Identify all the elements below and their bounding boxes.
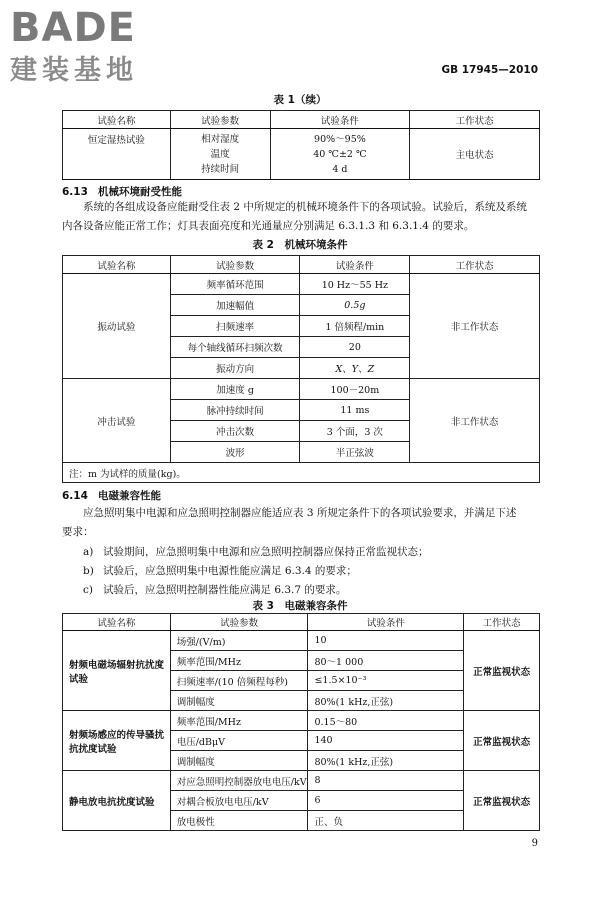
param-cell: 频率循环范围 bbox=[170, 274, 300, 295]
param-cell: 加速度 g bbox=[170, 379, 300, 400]
param-cell: 振动方向 bbox=[170, 358, 300, 379]
condition-cell: 正、负 bbox=[308, 811, 464, 831]
test-name: 射频电磁场辐射抗扰度试验 bbox=[63, 631, 171, 711]
list-item: a) 试验期间，应急照明集中电源和应急照明控制器应保持正常监视状态； bbox=[83, 546, 429, 558]
state-cell: 正常监视状态 bbox=[464, 771, 540, 831]
param-cell: 扫频速率/(10 倍频程每秒) bbox=[170, 671, 308, 691]
condition-cell: 80～1 000 bbox=[308, 651, 464, 671]
paragraph: 应急照明集中电源和应急照明控制器应能适应表 3 所规定条件下的各项试验要求，并满足下述 bbox=[83, 507, 517, 519]
param-cell: 放电极性 bbox=[170, 811, 308, 831]
condition-cell: 90%～95% 40 ℃±2 ℃ 4 d bbox=[270, 129, 410, 180]
col-header: 试验参数 bbox=[170, 256, 300, 274]
condition-cell: 6 bbox=[308, 791, 464, 811]
param-cell: 相对湿度 温度 持续时间 bbox=[170, 129, 270, 180]
condition-cell: 0.15～80 bbox=[308, 711, 464, 731]
param-cell: 调制幅度 bbox=[170, 751, 308, 771]
col-header: 试验条件 bbox=[300, 256, 410, 274]
test-name: 振动试验 bbox=[63, 274, 171, 379]
col-header: 试验参数 bbox=[170, 111, 270, 129]
logo-subtitle: 建装基地 bbox=[10, 55, 138, 86]
condition-cell: ≤1.5×10⁻³ bbox=[308, 671, 464, 691]
col-header: 试验参数 bbox=[170, 614, 308, 631]
condition-cell: 80%(1 kHz,正弦) bbox=[308, 691, 464, 711]
param-cell: 频率范围/MHz bbox=[170, 711, 308, 731]
col-header: 试验名称 bbox=[63, 111, 171, 129]
condition-cell: 80%(1 kHz,正弦) bbox=[308, 751, 464, 771]
section-heading: 6.14 电磁兼容性能 bbox=[62, 490, 161, 502]
table1 bbox=[62, 110, 540, 180]
state-cell: 正常监视状态 bbox=[464, 711, 540, 771]
test-name: 静电放电抗扰度试验 bbox=[63, 771, 171, 831]
test-name: 射频场感应的传导骚扰抗扰度试验 bbox=[63, 711, 171, 771]
state-cell: 非工作状态 bbox=[410, 379, 540, 463]
condition-cell: X、Y、Z bbox=[300, 358, 410, 379]
table1-caption: 表 1（续） bbox=[273, 94, 327, 106]
logo-brand: BADE bbox=[10, 5, 136, 51]
param-cell: 调制幅度 bbox=[170, 691, 308, 711]
condition-cell: 1 倍频程/min bbox=[300, 316, 410, 337]
table3 bbox=[62, 613, 540, 831]
paragraph: 内各设备应能正常工作；灯具表面亮度和光通量应分别满足 6.3.1.3 和 6.3.1.4 的要求。 bbox=[62, 220, 475, 232]
param-cell: 频率范围/MHz bbox=[170, 651, 308, 671]
param-cell: 对耦合板放电电压/kV bbox=[170, 791, 308, 811]
param-cell: 电压/dBμV bbox=[170, 731, 308, 751]
table2 bbox=[62, 255, 540, 483]
condition-cell: 8 bbox=[308, 771, 464, 791]
table-note: 注：m 为试样的质量(kg)。 bbox=[63, 463, 540, 483]
condition-cell: 100－20m bbox=[300, 379, 410, 400]
col-header: 工作状态 bbox=[410, 111, 540, 129]
param-cell: 每个轴线循环扫频次数 bbox=[170, 337, 300, 358]
paragraph: 系统的各组成设备应能耐受住表 2 中所规定的机械环境条件下的各项试验。试验后，系统及系统 bbox=[83, 201, 527, 213]
param-cell: 波形 bbox=[170, 442, 300, 463]
param-cell: 扫频速率 bbox=[170, 316, 300, 337]
table3-caption: 表 3 电磁兼容条件 bbox=[252, 600, 348, 612]
list-item: c) 试验后，应急照明控制器性能应满足 6.3.7 的要求。 bbox=[83, 584, 347, 596]
condition-cell: 11 ms bbox=[300, 400, 410, 421]
param-cell: 脉冲持续时间 bbox=[170, 400, 300, 421]
condition-cell: 0.5g bbox=[300, 295, 410, 316]
state-cell: 主电状态 bbox=[410, 129, 540, 180]
col-header: 试验名称 bbox=[63, 256, 171, 274]
param-cell: 场强/(V/m) bbox=[170, 631, 308, 651]
condition-cell: 10 bbox=[308, 631, 464, 651]
condition-cell: 3 个面，3 次 bbox=[300, 421, 410, 442]
param-cell: 冲击次数 bbox=[170, 421, 300, 442]
param-cell: 加速幅值 bbox=[170, 295, 300, 316]
page-number: 9 bbox=[531, 838, 538, 849]
param-cell: 对应急照明控制器放电电压/kV bbox=[170, 771, 308, 791]
standard-number: GB 17945—2010 bbox=[441, 64, 538, 76]
condition-cell: 20 bbox=[300, 337, 410, 358]
table2-caption: 表 2 机械环境条件 bbox=[252, 239, 348, 251]
col-header: 试验条件 bbox=[270, 111, 410, 129]
condition-cell: 半正弦波 bbox=[300, 442, 410, 463]
test-name: 冲击试验 bbox=[63, 379, 171, 463]
test-name: 恒定湿热试验 bbox=[63, 129, 171, 180]
col-header: 工作状态 bbox=[410, 256, 540, 274]
list-item: b) 试验后，应急照明集中电源性能应满足 6.3.4 的要求； bbox=[83, 565, 357, 577]
condition-cell: 140 bbox=[308, 731, 464, 751]
state-cell: 正常监视状态 bbox=[464, 631, 540, 711]
condition-cell: 10 Hz～55 Hz bbox=[300, 274, 410, 295]
state-cell: 非工作状态 bbox=[410, 274, 540, 379]
col-header: 试验条件 bbox=[308, 614, 464, 631]
col-header: 试验名称 bbox=[63, 614, 171, 631]
logo bbox=[10, 6, 180, 90]
col-header: 工作状态 bbox=[464, 614, 540, 631]
section-heading: 6.13 机械环境耐受性能 bbox=[62, 186, 182, 198]
paragraph: 要求： bbox=[62, 526, 94, 538]
